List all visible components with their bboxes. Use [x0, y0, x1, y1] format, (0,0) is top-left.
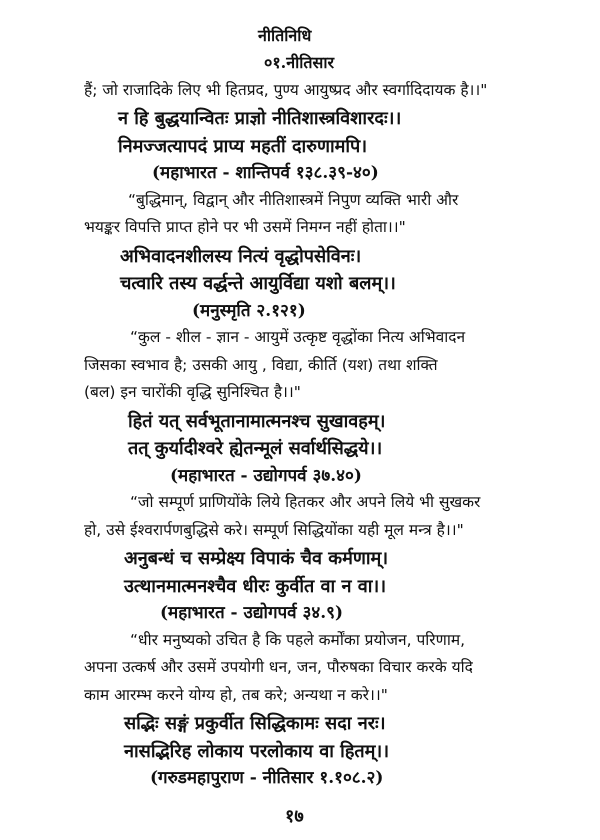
page-number: १७: [285, 806, 304, 827]
translation-line: “जो सम्पूर्ण प्राणियोंके लिये हितकर और अपने लिये भी सुखकर: [130, 493, 481, 511]
verse-line: निमज्जत्यापदं प्राप्य महतीं दारुणामपि।: [118, 136, 368, 157]
translation-line: (बल) इन चारोंकी वृद्धि सुनिश्चित है।।": [84, 383, 301, 401]
verse-line: नासद्भिरिह लोकाय परलोकाय वा हितम्।।: [124, 741, 390, 762]
translation-line: “बुद्धिमान्, विद्वान् और नीतिशास्त्रमें निपुण व्यक्ति भारी और: [128, 191, 459, 209]
source-citation: (महाभारत - शान्तिपर्व १३८.३९-४०): [152, 163, 379, 183]
translation-line: “कुल - शील - ज्ञान - आयुमें उत्कृष्ट वृद्धोंका नित्य अभिवादन: [130, 328, 466, 346]
translation-line: हो, उसे ईश्वरार्पणबुद्धिसे करे। सम्पूर्ण सिद्धियोंका यही मूल मन्त्र है।।": [84, 521, 464, 539]
source-citation: (गरुडमहापुराण - नीतिसार १.१०८.२): [150, 768, 384, 788]
translation-line: अपना उत्कर्ष और उसमें उपयोगी धन, जन, पौरुषका विचार करके यदि: [84, 658, 473, 676]
verse-line: हितं यत् सर्वभूतानामात्मनश्च सुखावहम्।: [128, 411, 386, 432]
source-citation: (महाभारत - उद्योगपर्व ३७.४०): [170, 466, 362, 486]
verse-line: चत्वारि तस्य वर्द्धन्ते आयुर्विद्या यशो बलम्।।: [120, 273, 396, 294]
verse-line: सद्भिः सङ्गं प्रकुर्वीत सिद्धिकामः सदा नरः।: [124, 713, 386, 734]
translation-line: जिसका स्वभाव है; उसकी आयु , विद्या, कीर्ति (यश) तथा शक्ति: [84, 356, 438, 374]
continued-prose: हैं; जो राजादिके लिए भी हितप्रद, पुण्य आयुष्प्रद और स्वर्गादिदायक है।।": [84, 81, 488, 99]
verse-line: अनुबन्धं च सम्प्रेक्ष्य विपाकं चैव कर्मणाम्।: [124, 548, 389, 569]
translation-line: काम आरम्भ करने योग्य हो, तब करे; अन्यथा न करे।।": [84, 686, 388, 704]
source-citation: (महाभारत - उद्योगपर्व ३४.९): [160, 603, 344, 623]
verse-line: न हि बुद्धयान्वितः प्राज्ञो नीतिशास्त्रविशारदः।।: [118, 108, 402, 129]
verse-line: तत् कुर्यादीश्वरे ह्येतन्मूलं सर्वार्थसिद्धये।।: [128, 438, 383, 459]
source-citation: (मनुस्मृति २.१२१): [192, 301, 306, 321]
translation-line: भयङ्कर विपत्ति प्राप्त होने पर भी उसमें निमग्न नहीं होता।।": [84, 218, 406, 236]
book-title: नीतिनिधि: [258, 26, 312, 45]
translation-line: “धीर मनुष्यको उचित है कि पहले कर्मोंका प्रयोजन, परिणाम,: [130, 631, 466, 649]
chapter-title: ०१.नीतिसार: [264, 53, 335, 72]
verse-line: अभिवादनशीलस्य नित्यं वृद्धोपसेविनः।: [120, 246, 362, 267]
verse-line: उत्थानमात्मनश्चैव धीरः कुर्वीत वा न वा।।: [124, 576, 387, 597]
